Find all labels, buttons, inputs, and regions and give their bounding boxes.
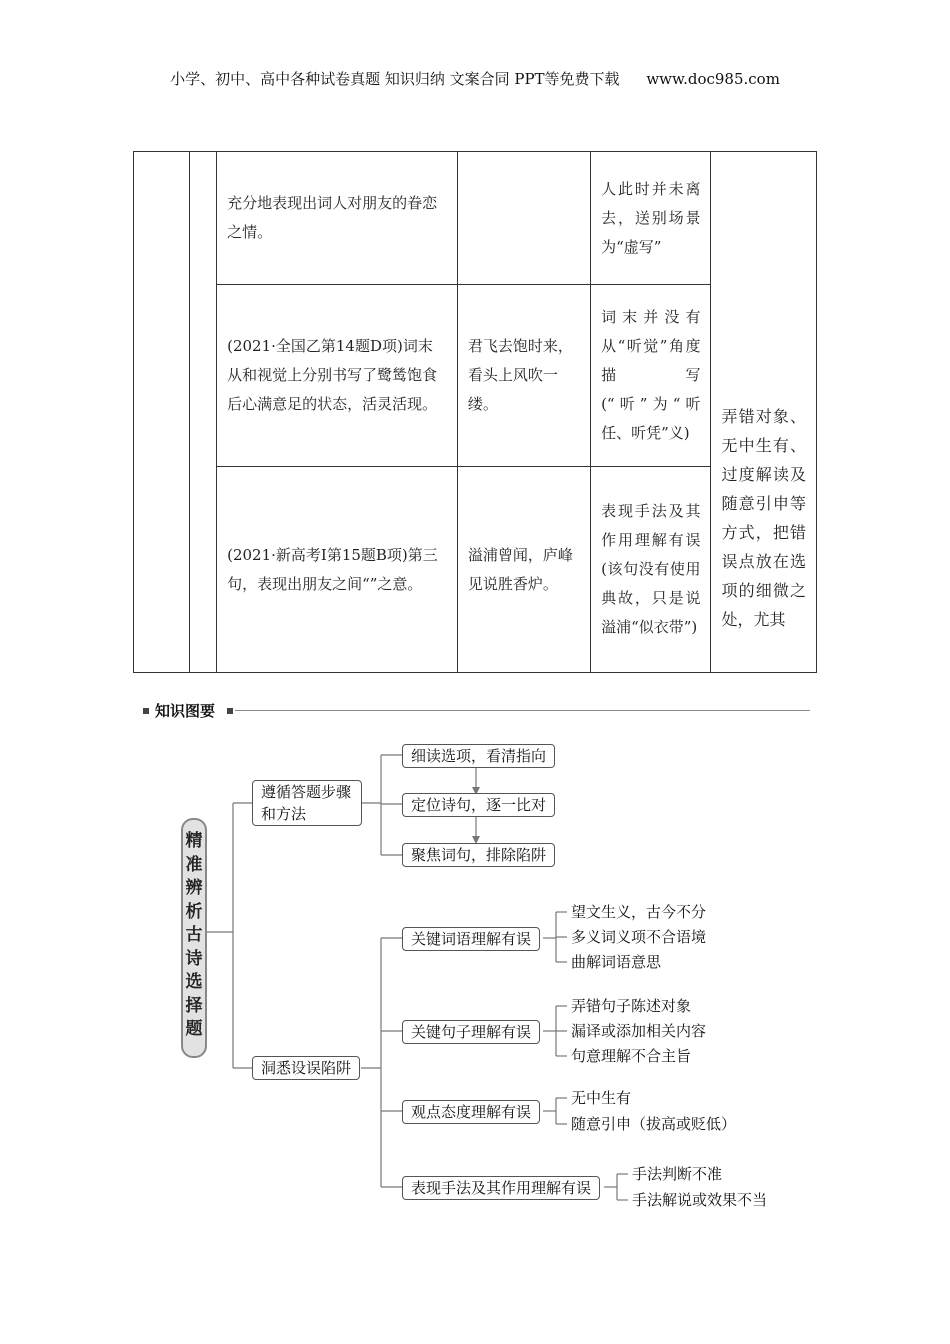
- summary-text: 弄错对象、无中生有、过度解读及随意引申等方式，把错误点放在选项的细微之处，尤其: [721, 407, 806, 629]
- branch-steps: 遵循答题步骤和方法: [252, 780, 362, 826]
- section-title: 知识图要: [155, 702, 216, 720]
- step-3: 聚焦词句，排除陷阱: [402, 843, 555, 867]
- header-text: 小学、初中、高中各种试卷真题 知识归纳 文案合同 PPT等免费下载: [170, 70, 620, 88]
- row3-analysis: (2021·新高考Ⅰ第15题B项)第三句，表现出朋友之间“”之意。: [217, 467, 458, 673]
- row2-verse: 君飞去饱时来，看头上风吹一缕。: [457, 285, 590, 467]
- leaf-item: 多义词义项不合语境: [571, 928, 707, 946]
- leaf-item: 句意理解不合主旨: [571, 1047, 692, 1065]
- row2-reason: 词末并没有从“听觉”角度描写(“听”为“听任、听凭”义): [591, 285, 711, 467]
- row1-analysis: 充分地表现出词人对朋友的眷恋之情。: [217, 152, 458, 285]
- group-technique: 表现手法及其作用理解有误: [402, 1176, 600, 1200]
- header-url[interactable]: www.doc985.com: [646, 70, 780, 88]
- row3-reason: 表现手法及其作用理解有误(该句没有使用典故，只是说溢浦“似衣带”): [591, 467, 711, 673]
- leaf-item: 漏译或添加相关内容: [571, 1022, 707, 1040]
- leaf-item: 手法判断不准: [632, 1165, 723, 1183]
- row2-analysis: (2021·全国乙第14题D项)词末从和视觉上分别书写了鹭鸶饱食后心满意足的状态，活灵活现。: [217, 285, 458, 467]
- leaf-item: 无中生有: [571, 1089, 632, 1107]
- group-attitude: 观点态度理解有误: [402, 1100, 540, 1124]
- leaf-item: 手法解说或效果不当: [632, 1191, 768, 1209]
- leaf-item: 随意引申（拔高或贬低）: [571, 1115, 737, 1133]
- branch-traps: 洞悉设误陷阱: [252, 1056, 360, 1080]
- mind-map-root: 精准辨析古诗选择题: [181, 818, 207, 1058]
- leaf-item: 曲解词语意思: [571, 953, 662, 971]
- step-1: 细读选项，看清指向: [402, 744, 555, 768]
- group-words: 关键词语理解有误: [402, 927, 540, 951]
- row1-reason: 人此时并未离去，送别场景为“虚写”: [591, 152, 711, 285]
- leaf-item: 弄错句子陈述对象: [571, 997, 692, 1015]
- leaf-item: 望文生义，古今不分: [571, 903, 707, 921]
- group-sentences: 关键句子理解有误: [402, 1020, 540, 1044]
- row3-verse: 溢浦曾闻，庐峰见说胜香炉。: [457, 467, 590, 673]
- step-2: 定位诗句，逐一比对: [402, 793, 555, 817]
